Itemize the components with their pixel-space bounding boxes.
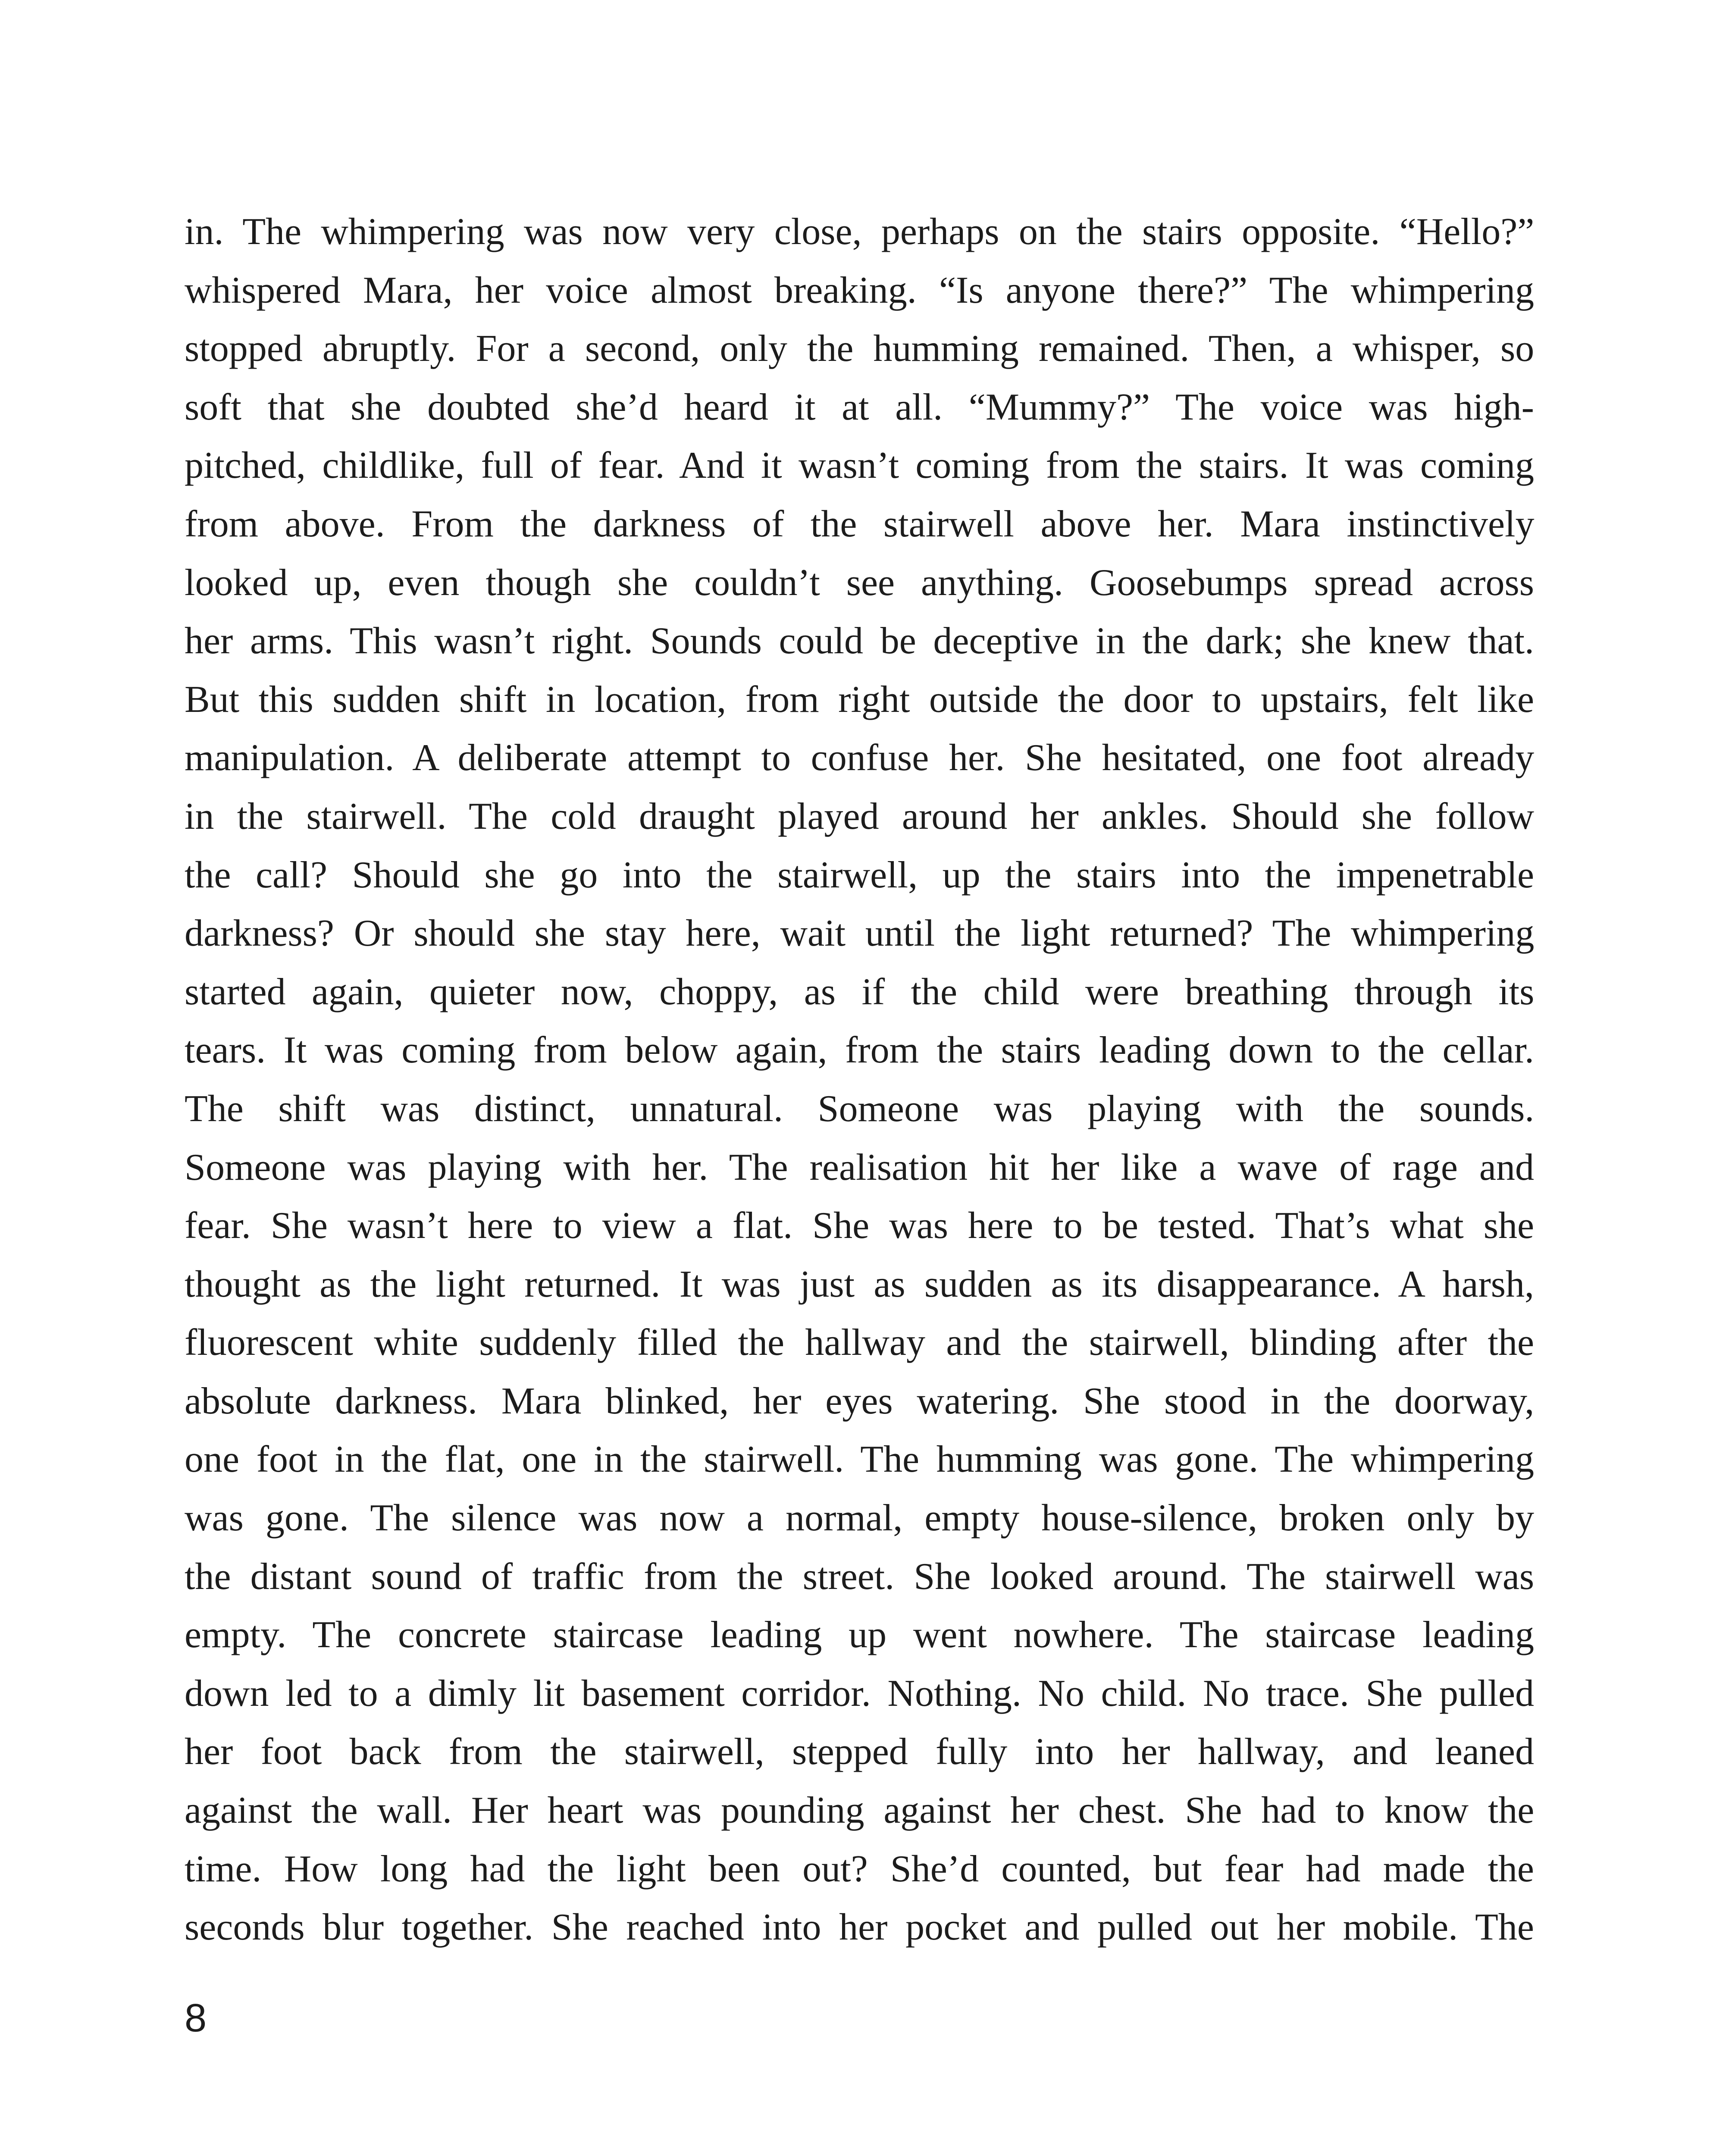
- text-line: empty. The concrete staircase leading up went nowhere. The staircase leading: [185, 1614, 1534, 1656]
- text-line: absolute darkness. Mara blinked, her eyes watering. She stood in the doorway,: [185, 1380, 1535, 1422]
- body-text: [185, 203, 1534, 1957]
- text-line: fear. She wasn’t here to view a flat. She was here to be tested. That’s what she: [185, 1205, 1534, 1247]
- text-line: started again, quieter now, choppy, as if the child were breathing through its: [185, 971, 1535, 1013]
- text-line: her arms. This wasn’t right. Sounds could be deceptive in the dark; she knew that.: [185, 620, 1535, 662]
- text-line: the distant sound of traffic from the street. She looked around. The stairwell was: [185, 1555, 1535, 1598]
- text-line: one foot in the flat, one in the stairwell. The humming was gone. The whimpering: [185, 1438, 1535, 1481]
- text-line: in. The whimpering was now very close, perhaps on the stairs opposite. “Hello?”: [185, 211, 1535, 253]
- text-line: soft that she doubted she’d heard it at all. “Mummy?” The voice was high-: [185, 386, 1534, 428]
- text-line: darkness? Or should she stay here, wait until the light returned? The whimpering: [185, 912, 1535, 955]
- text-line: the call? Should she go into the stairwell, up the stairs into the impenetrable: [185, 854, 1534, 896]
- page-number: 8: [185, 1996, 207, 2040]
- text-line: looked up, even though she couldn’t see anything. Goosebumps spread across: [185, 561, 1534, 604]
- text-line: thought as the light returned. It was just as sudden as its disappearance. A harsh,: [185, 1263, 1534, 1305]
- text-line: in the stairwell. The cold draught played around her ankles. Should she follow: [185, 795, 1535, 837]
- text-line: manipulation. A deliberate attempt to confuse her. She hesitated, one foot already: [185, 737, 1535, 779]
- text-line: whispered Mara, her voice almost breaking. “Is anyone there?” The whimpering: [185, 269, 1534, 311]
- text-line: her foot back from the stairwell, stepped fully into her hallway, and leaned: [185, 1731, 1534, 1773]
- text-line: time. How long had the light been out? She’d counted, but fear had made the: [185, 1848, 1534, 1890]
- text-line: tears. It was coming from below again, from the stairs leading down to the cellar.: [185, 1029, 1534, 1072]
- text-line: The shift was distinct, unnatural. Someone was playing with the sounds.: [185, 1087, 1535, 1130]
- text-line: seconds blur together. She reached into her pocket and pulled out her mobile. The: [185, 1906, 1534, 1949]
- text-line: Someone was playing with her. The realisation hit her like a wave of rage and: [185, 1146, 1534, 1188]
- text-line: fluorescent white suddenly filled the hallway and the stairwell, blinding after the: [185, 1322, 1534, 1364]
- text-line: pitched, childlike, full of fear. And it wasn’t coming from the stairs. It was coming: [185, 445, 1534, 487]
- text-line: stopped abruptly. For a second, only the humming remained. Then, a whisper, so: [185, 328, 1535, 370]
- text-line: was gone. The silence was now a normal, empty house-silence, broken only by: [185, 1497, 1534, 1539]
- text-line: But this sudden shift in location, from right outside the door to upstairs, felt like: [185, 678, 1534, 721]
- text-line: against the wall. Her heart was pounding against her chest. She had to know the: [185, 1789, 1535, 1832]
- text-line: from above. From the darkness of the stairwell above her. Mara instinctively: [185, 503, 1535, 545]
- text-line: down led to a dimly lit basement corridor. Nothing. No child. No trace. She pulled: [185, 1672, 1534, 1714]
